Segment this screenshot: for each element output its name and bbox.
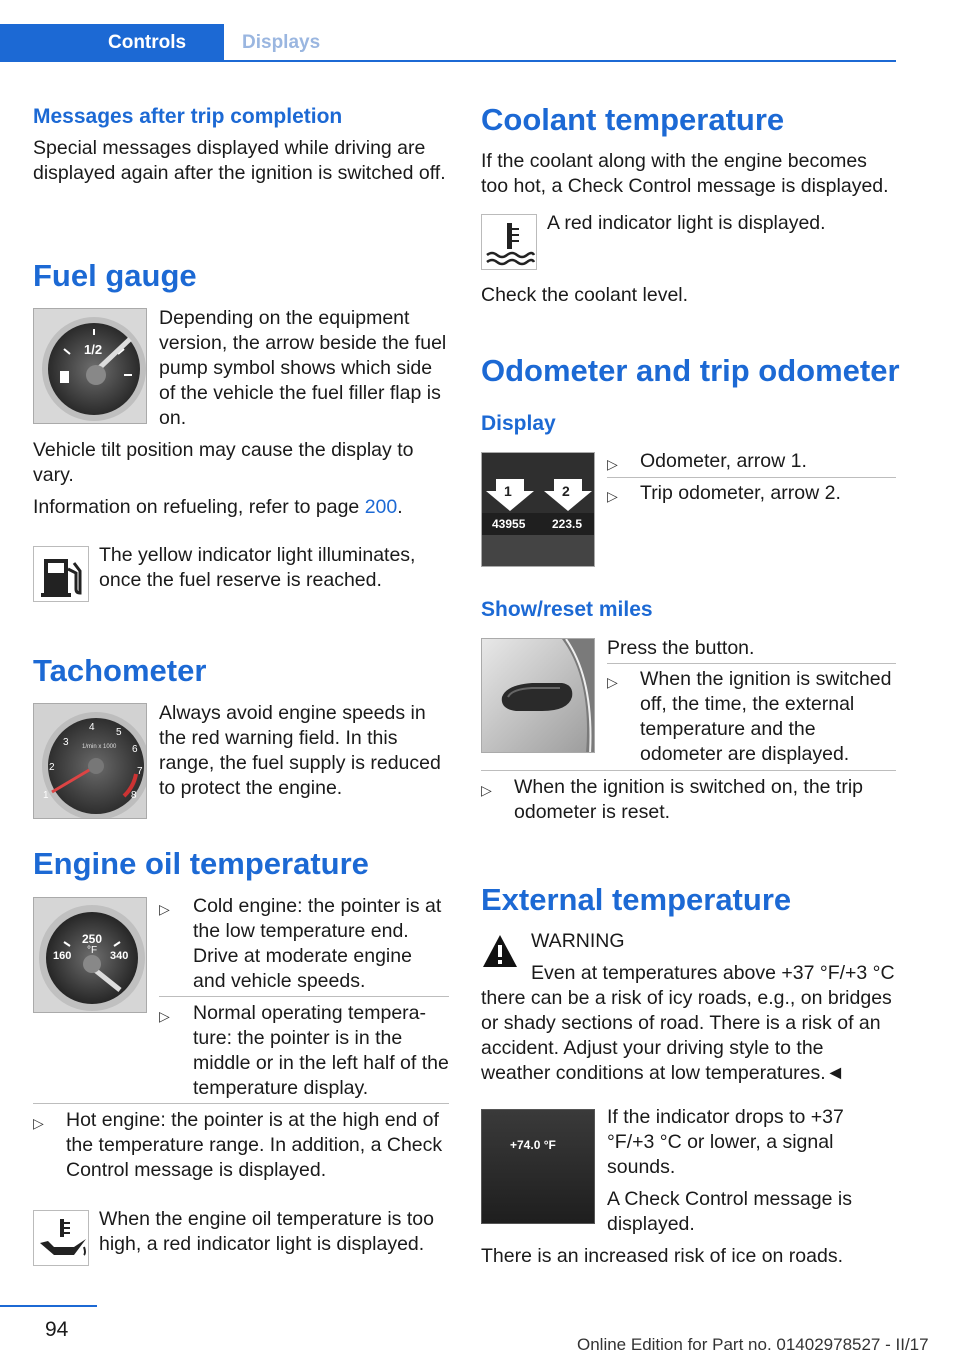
fuel-gauge-desc: Depending on the equipment version, the arrow beside the fuel pump symbol shows which side of the vehicle the fuel filler flap is on. xyxy=(159,307,447,429)
odometer-heading: Odometer and trip odometer xyxy=(481,353,900,388)
odometer-display-heading: Display xyxy=(481,412,556,435)
coolant-indicator-text: A red indicator light is displayed. xyxy=(547,212,826,234)
tacho-number-2: 2 xyxy=(49,762,55,773)
tacho-number-4: 4 xyxy=(89,722,95,733)
ice-risk-text: There is an increased risk of ice on roads. xyxy=(481,1245,844,1267)
tab-controls[interactable]: Controls xyxy=(0,24,224,62)
footer-rule xyxy=(0,1305,97,1307)
warning-text: Even at temperatures above +37 °F/+3 °C there can be a risk of icy roads, e.g., on bridges or shady sections of road. There is a risk of an accident. Adjust your driving style to the weather conditions at low temperatures.◄ xyxy=(481,962,895,1084)
fuel-reserve-text: The yellow indicator light illuminates, once the fuel reserve is reached. xyxy=(99,544,416,591)
tacho-number-6: 6 xyxy=(132,744,138,755)
tab-displays[interactable]: Displays xyxy=(242,32,321,53)
page-number: 94 xyxy=(45,1318,69,1341)
tachometer-heading: Tachometer xyxy=(33,653,207,688)
oil-indicator-text: When the engine oil temperature is too high, a red indicator light is displayed. xyxy=(99,1208,434,1255)
odometer-display-icon xyxy=(482,453,595,567)
oil-gauge-mid-label: 250 xyxy=(82,932,103,946)
trip-odometer-value: 223.5 xyxy=(552,517,583,531)
press-button-text: Press the button. xyxy=(607,637,755,659)
oil-temp-gauge-figure xyxy=(33,897,147,1013)
coolant-text: If the coolant along with the engine becomes too hot, a Check Control message is displayed. xyxy=(481,150,889,197)
divider xyxy=(607,663,896,664)
fuel-gauge-heading: Fuel gauge xyxy=(33,258,197,293)
tacho-caption: 1/min x 1000 xyxy=(82,744,117,750)
coolant-heading: Coolant temperature xyxy=(481,102,785,137)
fuel-tilt-text: Vehicle tilt position may cause the display to vary. xyxy=(33,439,414,486)
divider xyxy=(33,1103,449,1104)
oil-can-thermometer-icon xyxy=(34,1211,90,1267)
tachometer-figure xyxy=(33,703,147,819)
fuel-gauge-half-label: 1/2 xyxy=(84,342,103,357)
tacho-number-8: 8 xyxy=(131,790,137,801)
oil-gauge-unit-label: °F xyxy=(87,945,98,956)
odometer-reset-button-icon xyxy=(482,639,595,753)
tacho-number-5: 5 xyxy=(116,727,122,738)
tachometer-desc: Always avoid engine speeds in the red warning field. In this range, the fuel supply is reduced to protect the engine. xyxy=(159,702,441,799)
show-reset-heading: Show/reset miles xyxy=(481,598,653,621)
odometer-value: 43955 xyxy=(492,517,526,531)
oil-gauge-high-label: 340 xyxy=(110,950,129,962)
odometer-display-figure xyxy=(481,452,595,567)
tacho-number-1: 1 xyxy=(43,790,49,801)
tacho-number-7: 7 xyxy=(137,766,143,777)
tacho-number-3: 3 xyxy=(63,737,69,748)
engine-oil-heading: Engine oil temperature xyxy=(33,846,369,881)
external-temp-value: +74.0 °F xyxy=(510,1138,556,1152)
messages-heading: Messages after trip completion xyxy=(33,105,343,128)
external-temp-display-figure xyxy=(481,1109,595,1224)
edition-text: Online Edition for Part no. 01402978527 - II/17 xyxy=(577,1335,929,1354)
oil-temp-indicator xyxy=(33,1210,89,1266)
fuel-reserve-indicator xyxy=(33,546,89,602)
divider xyxy=(481,770,896,771)
external-temp-heading: External temperature xyxy=(481,882,792,917)
section-tabbar xyxy=(0,24,896,62)
coolant-check-text: Check the coolant level. xyxy=(481,284,689,306)
fuel-refuel-text: Information on refueling, refer to page 200. xyxy=(33,496,403,518)
coolant-thermometer-icon xyxy=(482,215,538,271)
fuel-gauge-icon xyxy=(34,309,147,424)
refuel-page-link[interactable]: 200 xyxy=(364,496,398,518)
fuel-pump-icon xyxy=(34,547,90,603)
odometer-arrow-2-label: 2 xyxy=(562,483,570,499)
divider xyxy=(159,996,449,997)
temp-drop-text: If the indicator drops to +37 °F/+3 °C or lower, a signal sounds. xyxy=(607,1106,844,1178)
reset-button-figure xyxy=(481,638,595,753)
divider xyxy=(607,477,896,478)
fuel-gauge-figure xyxy=(33,308,147,424)
odometer-arrow-1-label: 1 xyxy=(504,483,512,499)
oil-gauge-low-label: 160 xyxy=(53,950,72,962)
coolant-indicator xyxy=(481,214,537,270)
warning-label: WARNING xyxy=(531,930,625,952)
check-control-text: A Check Control message is displayed. xyxy=(607,1188,852,1235)
messages-text: Special messages displayed while driving are displayed again after the ignition is switched off. xyxy=(33,137,446,184)
